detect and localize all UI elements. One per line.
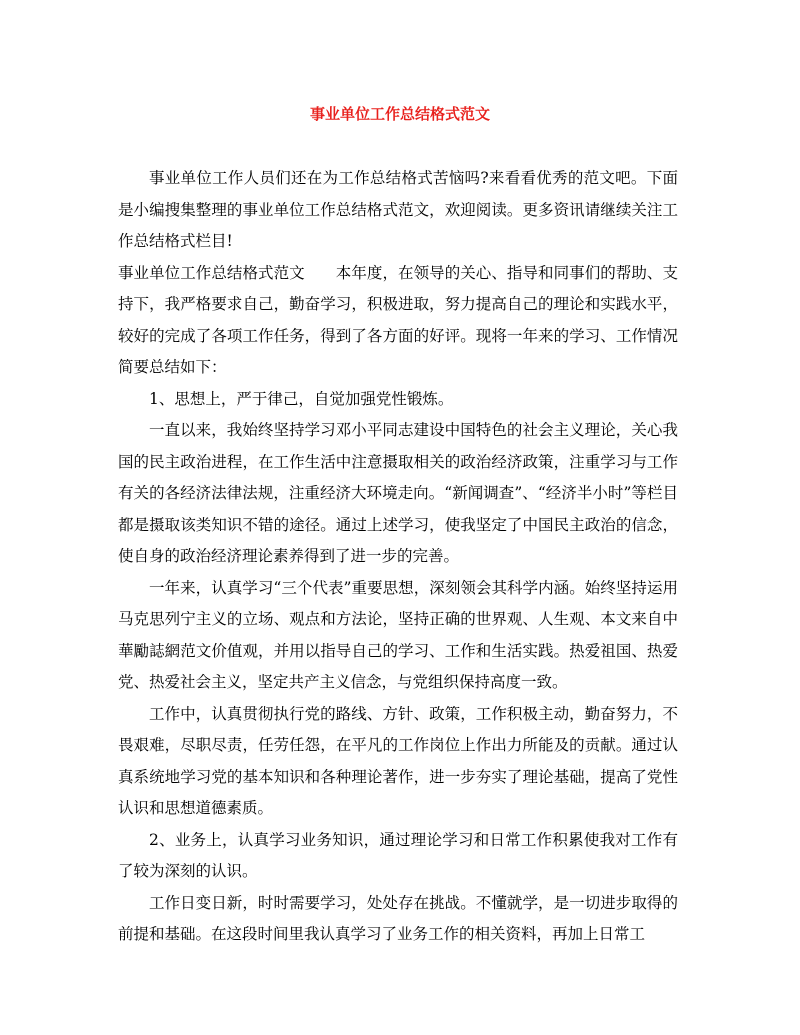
document-body	[118, 163, 678, 951]
paragraph-section-1-heading: 1、思想上，严于律己，自觉加强党性锻炼。	[149, 389, 454, 408]
paragraph-work-attitude: 工作中，认真贯彻执行党的路线、方针、政策，工作积极主动，勤奋努力，不畏艰难，尽职尽责，任劳任怨，在平凡的工作岗位上作出力所能及的贡献。通过认真系统地学习党的基本知识和各种理论著作，进一步夯实了理论基础，提高了党性认识和思想道德素质。	[118, 704, 678, 817]
paragraph-overview: 事业单位工作总结格式范文 本年度，在领导的关心、指导和同事们的帮助、支持下，我严格要求自己，勤奋学习，积极进取，努力提高自己的理论和实践水平，较好的完成了各项工作任务，得到了各方面的好评。现将一年来的学习、工作情况简要总结如下：	[118, 263, 678, 376]
paragraph-intro: 事业单位工作人员们还在为工作总结格式苦恼吗?来看看优秀的范文吧。下面是小编搜集整理的事业单位工作总结格式范文，欢迎阅读。更多资讯请继续关注工作总结格式栏目!	[118, 169, 678, 250]
paragraph-section-2-heading: 2、业务上，认真学习业务知识，通过理论学习和日常工作积累使我对工作有了较为深刻的认识。	[118, 830, 678, 880]
paragraph-theory-study: 一直以来，我始终坚持学习邓小平同志建设中国特色的社会主义理论，关心我国的民主政治进程，在工作生活中注意摄取相关的政治经济政策，注重学习与工作有关的各经济法律法规，注重经济大环境走向。“新闻调查”、“经济半小时”等栏目都是摄取该类知识不错的途径。通过上述学习，使我坚定了中国民主政治的信念，使自身的政治经济理论素养得到了进一步的完善。	[118, 421, 678, 565]
paragraph-three-represents: 一年来，认真学习“三个代表”重要思想，深刻领会其科学内涵。始终坚持运用马克思列宁主义的立场、观点和方法论，坚持正确的世界观、人生观、本文来自中華勵誌網范文价值观，并用以指导自己的学习、工作和生活实践。热爱祖国、热爱党、热爱社会主义，坚定共产主义信念，与党组织保持高度一致。	[118, 578, 678, 691]
document-title: 事业单位工作总结格式范文	[309, 105, 490, 123]
paragraph-daily-learning: 工作日变日新，时时需要学习，处处存在挑战。不懂就学，是一切进步取得的前提和基础。在这段时间里我认真学习了业务工作的相关资料，再加上日常工	[118, 893, 678, 943]
